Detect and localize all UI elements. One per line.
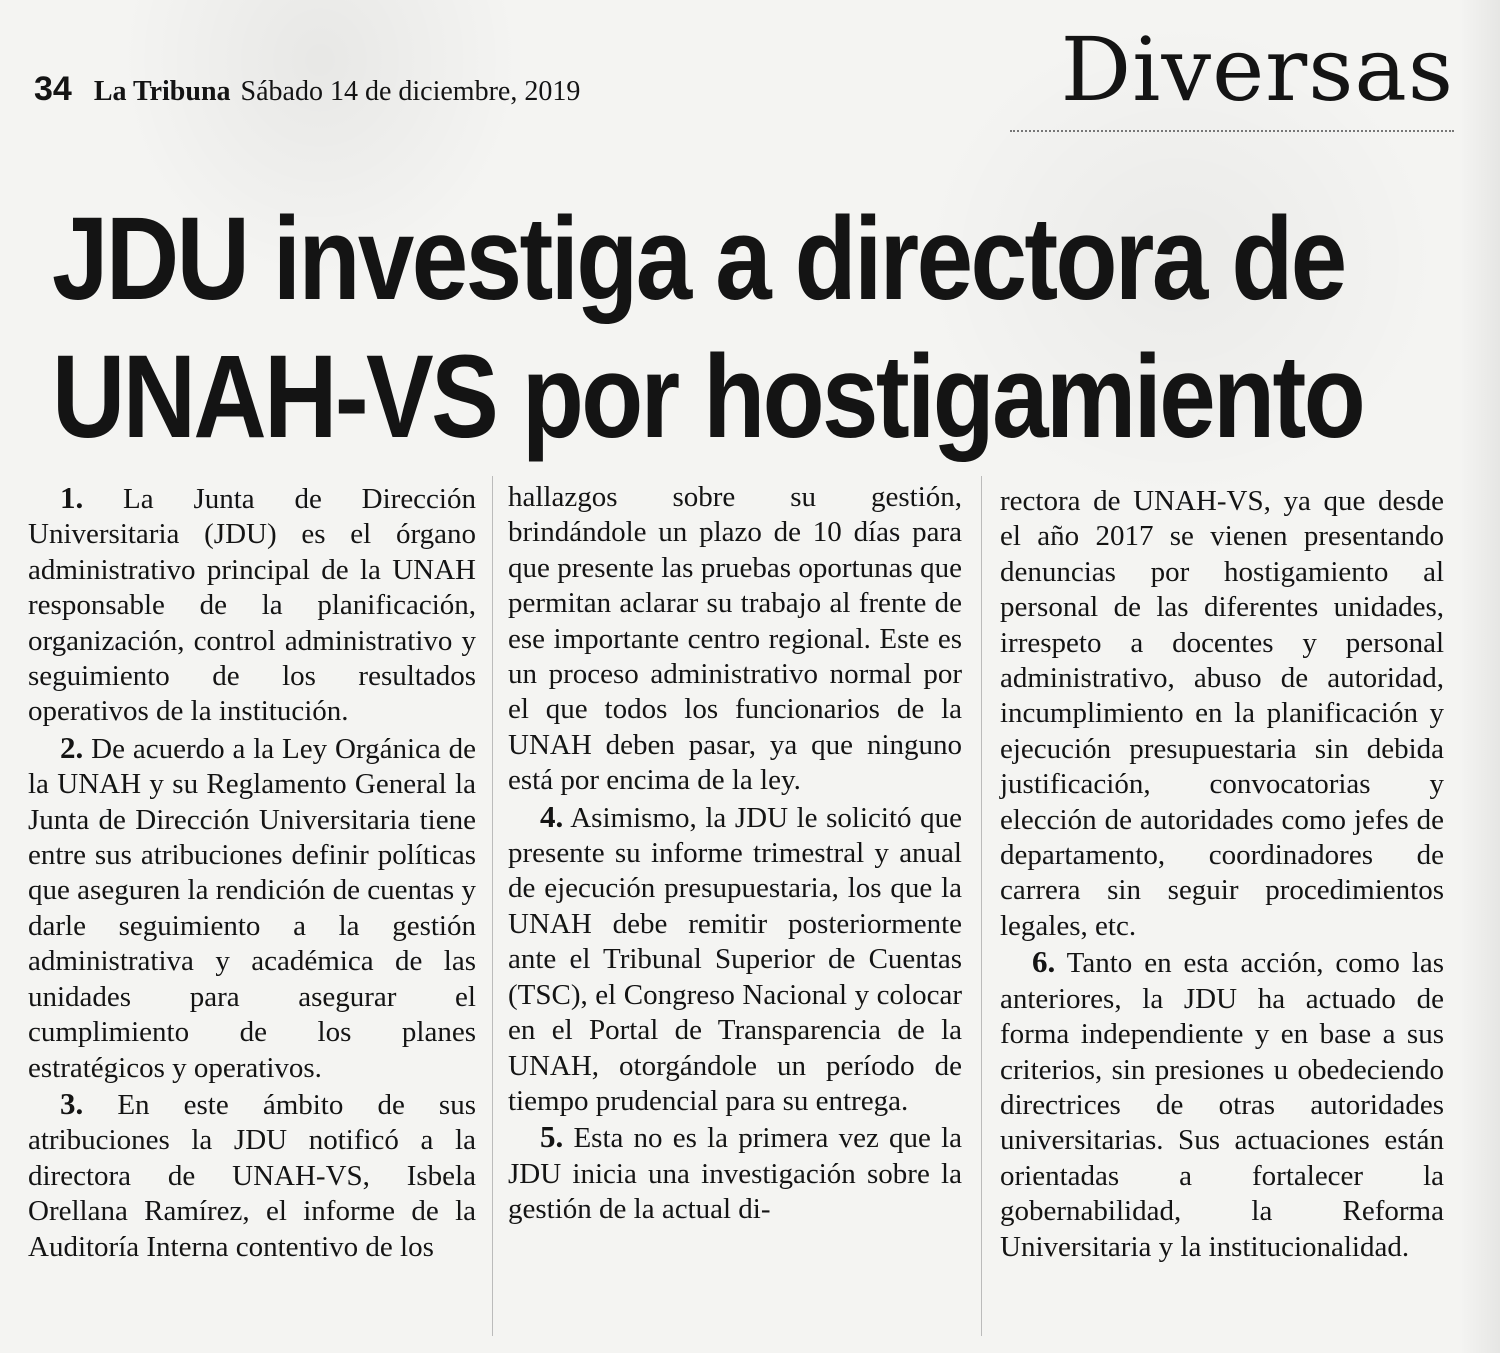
column-divider xyxy=(981,476,982,1336)
paragraph-3-continued: hallazgos sobre su gestión, brindándole un plazo de 10 días para que presente las pruebas oportunas que permitan aclarar su trabajo al frente de ese importante centro regional. Este es un proceso administrativo normal por el que todos los funcionarios de la UNAH deben pasar, ya que ninguno está por encima de la ley. xyxy=(508,481,962,797)
article-column-1 xyxy=(28,480,476,1265)
paragraph-number: 3. xyxy=(60,1085,84,1121)
paragraph-6 xyxy=(1000,944,1444,1265)
paragraph-number: 5. xyxy=(540,1119,564,1155)
paragraph-number: 4. xyxy=(540,798,564,834)
paragraph-2 xyxy=(28,730,476,1086)
paragraph-text: La Junta de Dirección Universitaria (JDU) es el órgano administrativo principal de la UNAH responsable de la planificación, organización, control administrativo y seguimiento de los resultados operativos de la institución. xyxy=(28,483,476,728)
page-edge-shadow xyxy=(1460,0,1500,1353)
paragraph-text: Asimismo, la JDU le solicitó que presente su informe trimestral y anual de ejecución presupuestaria, los que la UNAH debe remitir posteriormente ante el Tribunal Superior de Cuentas (TSC), el Congreso Nacional y colocar en el Portal de Transparencia de la UNAH, otorgándole un período de tiempo prudencial para su entrega. xyxy=(508,801,962,1117)
folio-line xyxy=(34,70,580,109)
section-title: Diversas xyxy=(1060,18,1454,121)
article-column-3 xyxy=(1000,484,1444,1265)
paragraph-text: Esta no es la primera vez que la JDU inicia una investigación sobre la gestión de la actual di- xyxy=(508,1122,962,1226)
newspaper-name: La Tribuna xyxy=(93,76,231,107)
paragraph-text: Tanto en esta acción, como las anteriores, la JDU ha actuado de forma independiente y en base a sus criterios, sin presiones u obedeciendo directrices de otras autoridades universitarias. Sus actuaciones están orientadas a fortalecer la gobernabilidad, la Reforma Universitaria y la institucionalidad. xyxy=(1000,947,1444,1263)
column-divider xyxy=(492,476,493,1336)
headline-line-1: JDU investiga a directora de xyxy=(52,193,1345,325)
paragraph-4 xyxy=(508,799,962,1120)
paragraph-5 xyxy=(508,1119,962,1227)
article-column-2 xyxy=(508,480,962,1228)
paragraph-number: 2. xyxy=(60,729,84,765)
paragraph-text: En este ámbito de sus atribuciones la JDU notificó a la directora de UNAH-VS, Isbela Orellana Ramírez, el informe de la Auditoría Interna contentivo de los xyxy=(28,1088,476,1263)
paragraph-1 xyxy=(28,480,476,730)
page-number: 34 xyxy=(34,70,72,108)
issue-date: Sábado 14 de diciembre, 2019 xyxy=(240,76,581,107)
paragraph-number: 6. xyxy=(1032,944,1056,980)
headline-line-2: UNAH-VS por hostigamiento xyxy=(52,331,1364,463)
paragraph-text: De acuerdo a la Ley Orgánica de la UNAH y su Reglamento General la Junta de Dirección Universitaria tiene entre sus atribuciones definir políticas que aseguren la rendición de cuentas y darle seguimiento a la gestión administrativa y académica de las unidades para asegurar el cumplimiento de los planes estratégicos y operativos. xyxy=(28,732,476,1084)
section-rule xyxy=(1010,130,1454,132)
paragraph-number: 1. xyxy=(60,480,84,515)
paragraph-5-continued: rectora de UNAH-VS, ya que desde el año 2017 se vienen presentando denuncias por hostigamiento al personal de las diferentes unidades, irrespeto a docentes y personal administrativo, abuso de autoridad, incumplimiento en la planificación y ejecución presupuestaria sin debida justificación, convocatorias y elección de autoridades como jefes de departamento, coordinadores de carrera sin seguir procedimientos legales, etc. xyxy=(1000,485,1444,942)
paragraph-3 xyxy=(28,1086,476,1265)
